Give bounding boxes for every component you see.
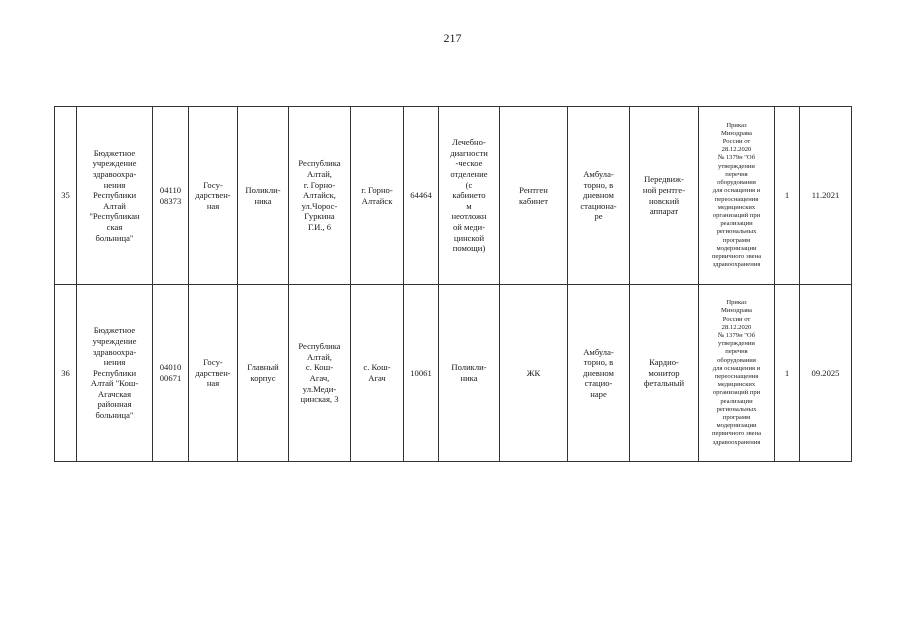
table-row xyxy=(55,107,852,285)
equipment-name: Передвиж- ной рентге- новский аппарат xyxy=(630,107,699,285)
regulatory-order: Приказ Минздрава России от 28.12.2020 № 1379н "Об утверждении перечня оборудования для оснащения и переоснащения медицинских организаций при реализации региональных программ модернизации первичного звена здравоохранения xyxy=(699,107,775,285)
ownership-form: Госу- дарствен- ная xyxy=(189,285,238,462)
institution-name: Бюджетное учреждение здравоохра- нения Республики Алтай "Республикан ская больница" xyxy=(77,107,153,285)
institution-name: Бюджетное учреждение здравоохра- нения Республики Алтай "Кош- Агачская районная больница" xyxy=(77,285,153,462)
department: Лечебно- диагности -ческое отделение (с кабинето м неотложн ой меди- цинской помощи) xyxy=(439,107,500,285)
care-form: Амбула- торно, в дневном стациона- ре xyxy=(568,107,630,285)
department: Поликли- ника xyxy=(439,285,500,462)
ownership-form: Госу- дарствен- ная xyxy=(189,107,238,285)
oktmo-code: 64464 xyxy=(404,107,439,285)
equipment-name: Кардио- монитор фетальный xyxy=(630,285,699,462)
settlement: с. Кош- Агач xyxy=(351,285,404,462)
delivery-date: 09.2025 xyxy=(800,285,852,462)
regulatory-order: Приказ Минздрава России от 28.12.2020 № 1379н "Об утверждении перечня оборудования для оснащения и переоснащения медицинских организаций при реализации региональных программ модернизации первичного звена здравоохранения xyxy=(699,285,775,462)
care-form: Амбула- торно, в дневном стацио- наре xyxy=(568,285,630,462)
room: Рентген кабинет xyxy=(500,107,568,285)
address: Республика Алтай, с. Кош- Агач, ул.Меди- цинская, 3 xyxy=(289,285,351,462)
structural-unit: Поликли- ника xyxy=(238,107,289,285)
delivery-date: 11.2021 xyxy=(800,107,852,285)
structural-unit: Главный корпус xyxy=(238,285,289,462)
institution-code: 04010 00671 xyxy=(153,285,189,462)
quantity: 1 xyxy=(775,285,800,462)
settlement: г. Горно- Алтайск xyxy=(351,107,404,285)
quantity: 1 xyxy=(775,107,800,285)
room: ЖК xyxy=(500,285,568,462)
institution-code: 04110 08373 xyxy=(153,107,189,285)
table-row xyxy=(55,285,852,462)
row-number: 36 xyxy=(55,285,77,462)
page-number: 217 xyxy=(443,31,462,45)
oktmo-code: 10061 xyxy=(404,285,439,462)
equipment-registry-table xyxy=(54,106,852,462)
row-number: 35 xyxy=(55,107,77,285)
address: Республика Алтай, г. Горно- Алтайск, ул.Чорос- Гуркина Г.И., 6 xyxy=(289,107,351,285)
